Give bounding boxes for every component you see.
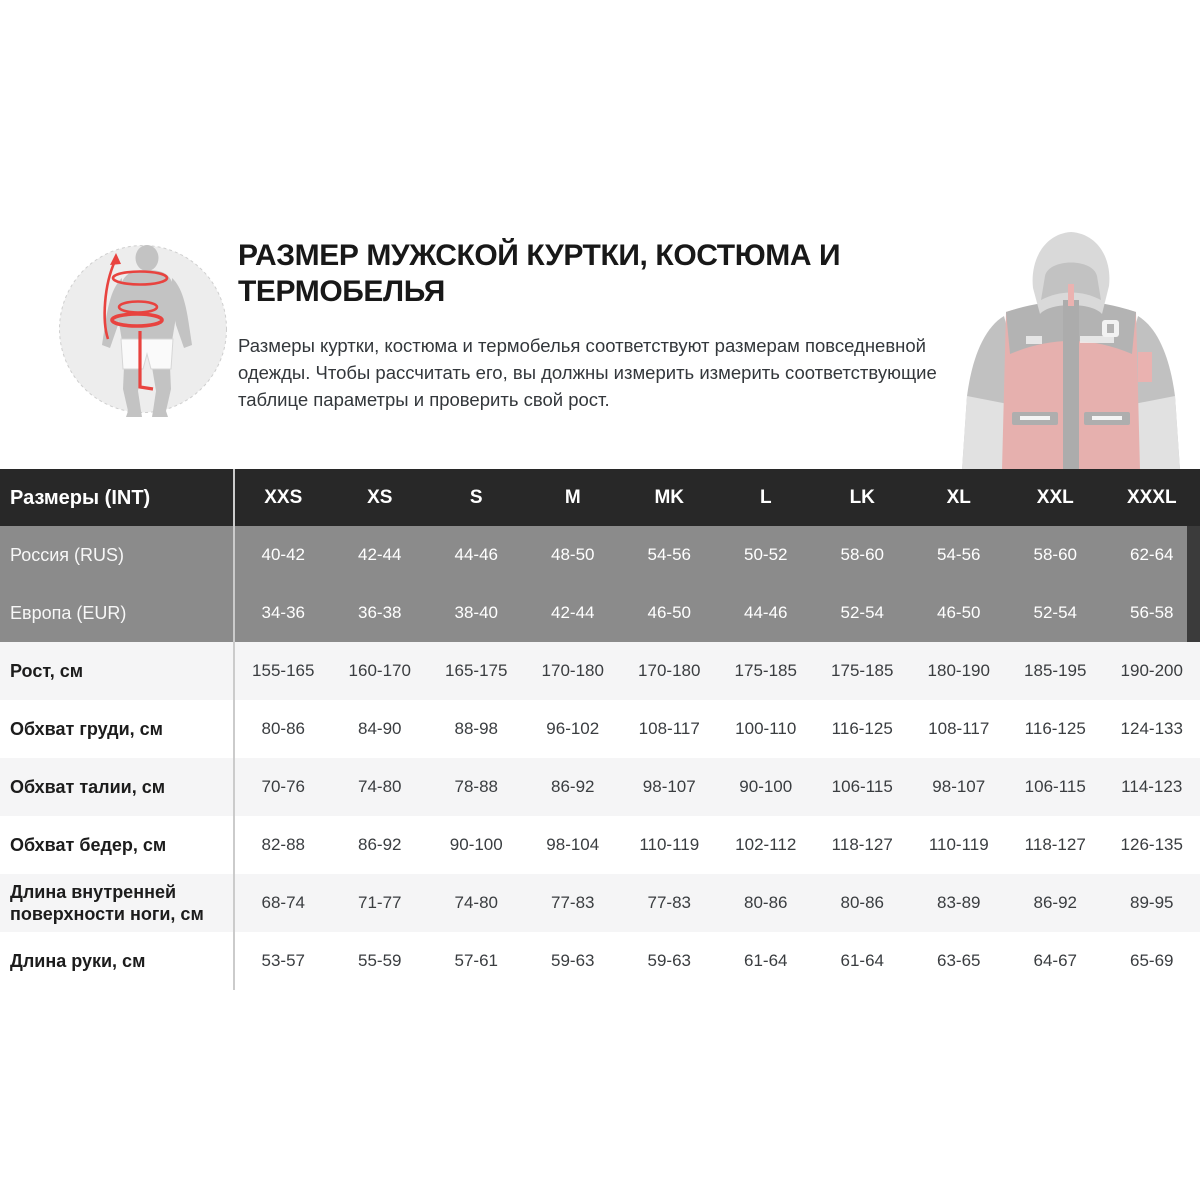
size-value-cell: 185-195 [1024,661,1087,680]
size-value-cell: 61-64 [840,951,884,970]
size-value-cell: 36-38 [358,603,402,622]
size-value-cell: 180-190 [927,661,990,680]
size-value-cell: 98-107 [642,777,696,796]
page-description: Размеры куртки, костюма и термобелья соответствуют размерам повседневной одежды. Чтобы рассчитать его, вы должны измерить измерить соответствующие таблице параметры и проверить свой рост. [238,335,937,410]
size-column-header: XXS [264,486,303,508]
size-value-cell: 80-86 [744,893,788,912]
size-value-cell: 78-88 [454,777,498,796]
jacket-illustration [942,224,1200,470]
size-value-cell: 52-54 [1033,603,1077,622]
size-value-cell: 48-50 [551,545,595,564]
size-value-cell: 77-83 [551,893,595,912]
size-value-cell: 102-112 [735,835,797,854]
size-value-cell: 71-77 [358,893,402,912]
size-value-cell: 170-180 [638,661,701,680]
size-value-cell: 58-60 [1033,545,1077,564]
size-value-cell: 58-60 [840,545,884,564]
size-value-cell: 74-80 [454,893,498,912]
table-row [0,874,1200,932]
size-value-cell: 108-117 [638,719,700,738]
size-value-cell: 116-125 [831,719,893,738]
size-column-header: M [564,486,581,508]
size-value-cell: 90-100 [449,835,503,854]
size-value-cell: 52-54 [840,603,884,622]
row-label: Длина руки, см [0,932,235,990]
size-value-cell: 118-127 [831,835,893,854]
size-value-cell: 59-63 [647,951,691,970]
size-value-cell: 55-59 [358,951,402,970]
size-value-cell: 89-95 [1130,893,1174,912]
size-value-cell: 54-56 [647,545,691,564]
size-value-cell: 106-115 [831,777,893,796]
size-value-cell: 80-86 [840,893,884,912]
size-value-cell: 96-102 [546,719,600,738]
size-value-cell: 175-185 [734,661,797,680]
size-value-cell: 82-88 [261,835,305,854]
size-column-header: XL [946,486,971,508]
size-table [0,469,1200,990]
size-value-cell: 46-50 [937,603,981,622]
table-row [0,584,1200,642]
row-label: Длина внутренней поверхности ноги, см [0,874,235,932]
intro-text-block [238,238,948,413]
size-value-cell: 165-175 [445,661,508,680]
size-value-cell: 86-92 [551,777,595,796]
size-value-cell: 86-92 [1033,893,1077,912]
row-label: Обхват груди, см [0,700,235,758]
size-value-cell: 57-61 [454,951,498,970]
size-value-cell: 110-119 [639,835,700,854]
size-column-header: S [469,486,483,508]
size-value-cell: 77-83 [647,893,691,912]
table-row [0,526,1200,584]
page-title: РАЗМЕР МУЖСКОЙ КУРТКИ, КОСТЮМА И ТЕРМОБЕЛЬЯ [238,239,841,308]
table-body [0,526,1200,990]
size-value-cell: 61-64 [744,951,788,970]
size-value-cell: 59-63 [551,951,595,970]
size-value-cell: 50-52 [744,545,788,564]
size-value-cell: 108-117 [928,719,990,738]
size-column-header: XS [367,486,393,508]
table-row [0,932,1200,990]
table-row [0,758,1200,816]
size-value-cell: 62-64 [1130,545,1174,564]
size-value-cell: 90-100 [739,777,793,796]
size-value-cell: 160-170 [348,661,411,680]
size-value-cell: 84-90 [358,719,402,738]
size-value-cell: 98-107 [932,777,986,796]
size-value-cell: 126-135 [1120,835,1183,854]
size-value-cell: 83-89 [937,893,981,912]
row-label: Рост, см [0,642,235,700]
size-value-cell: 110-119 [928,835,989,854]
row-label: Россия (RUS) [0,526,235,584]
size-value-cell: 155-165 [252,661,315,680]
row-label: Европа (EUR) [0,584,235,642]
size-column-header: MK [654,486,685,508]
row-label: Обхват бедер, см [0,816,235,874]
jacket-product-image [942,224,1200,470]
size-value-cell: 100-110 [735,719,797,738]
table-header-label: Размеры (INT) [0,469,235,526]
table-row [0,700,1200,758]
size-value-cell: 190-200 [1120,661,1183,680]
size-value-cell: 68-74 [261,893,305,912]
body-measurements-illustration [58,241,228,417]
size-value-cell: 116-125 [1024,719,1086,738]
size-value-cell: 114-123 [1121,777,1183,796]
size-value-cell: 88-98 [454,719,498,738]
size-value-cell: 56-58 [1130,603,1174,622]
size-column-header: XXL [1036,486,1074,508]
row-label: Обхват талии, см [0,758,235,816]
size-column-header: LK [849,486,875,508]
table-row [0,642,1200,700]
body-measurements-icon [58,241,228,417]
size-value-cell: 42-44 [358,545,402,564]
size-value-cell: 65-69 [1130,951,1174,970]
size-value-cell: 64-67 [1033,951,1077,970]
size-value-cell: 170-180 [541,661,604,680]
size-value-cell: 42-44 [551,603,595,622]
size-value-cell: 34-36 [261,603,305,622]
size-value-cell: 80-86 [261,719,305,738]
size-value-cell: 86-92 [358,835,402,854]
size-value-cell: 74-80 [358,777,402,796]
size-value-cell: 70-76 [261,777,305,796]
size-value-cell: 175-185 [831,661,894,680]
size-value-cell: 38-40 [454,603,498,622]
size-value-cell: 98-104 [546,835,600,854]
size-value-cell: 106-115 [1024,777,1086,796]
size-column-header: L [759,486,772,508]
size-column-header: XXXL [1126,486,1177,508]
table-header-row [0,469,1200,526]
size-value-cell: 118-127 [1024,835,1086,854]
size-value-cell: 53-57 [261,951,305,970]
size-value-cell: 44-46 [744,603,788,622]
size-value-cell: 54-56 [937,545,981,564]
size-value-cell: 63-65 [937,951,981,970]
table-row [0,816,1200,874]
size-value-cell: 40-42 [261,545,305,564]
size-value-cell: 44-46 [454,545,498,564]
size-value-cell: 46-50 [647,603,691,622]
size-value-cell: 124-133 [1120,719,1183,738]
